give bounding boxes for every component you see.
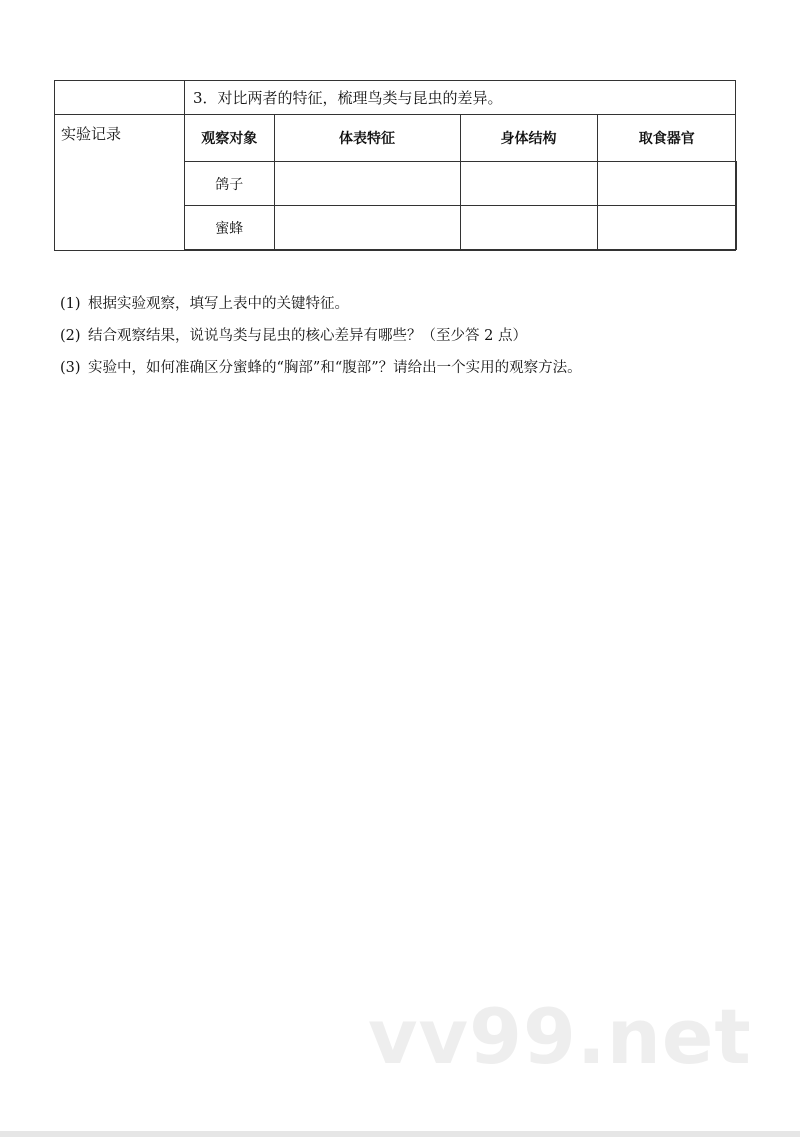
- record-header-row: [185, 115, 736, 162]
- table-row: [185, 206, 736, 250]
- step-row: [55, 81, 736, 115]
- question-text: 实验中，如何准确区分蜜蜂的“胸部”和“腹部”？请给出一个实用的观察方法。: [88, 360, 582, 376]
- question-1: [60, 288, 760, 320]
- question-2: [60, 320, 760, 352]
- question-number: (2): [60, 328, 81, 344]
- subject-pigeon: 鸽子: [185, 162, 274, 206]
- question-text: 结合观察结果，说说鸟类与昆虫的核心差异有哪些？（至少答 2 点）: [88, 328, 527, 344]
- answer-cell[interactable]: [460, 162, 597, 206]
- header-feeding-organ: 取食器官: [597, 115, 736, 162]
- answer-cell[interactable]: [460, 206, 597, 250]
- record-table: [185, 115, 737, 250]
- watermark: vv99.net: [368, 992, 752, 1081]
- empty-label-cell: [55, 81, 185, 115]
- question-list: [60, 288, 760, 384]
- answer-cell[interactable]: [274, 206, 460, 250]
- experiment-table: [54, 80, 736, 251]
- answer-cell[interactable]: [597, 162, 736, 206]
- record-row: [55, 115, 736, 251]
- question-3: [60, 352, 760, 384]
- record-label: 实验记录: [55, 115, 185, 251]
- table-row: [185, 162, 736, 206]
- question-number: (3): [60, 360, 81, 376]
- step-3-text: 3．对比两者的特征，梳理鸟类与昆虫的差异。: [185, 81, 736, 115]
- answer-cell[interactable]: [274, 162, 460, 206]
- subject-bee: 蜜蜂: [185, 206, 274, 250]
- page-bottom-edge: [0, 1131, 800, 1137]
- header-body-structure: 身体结构: [460, 115, 597, 162]
- header-surface-features: 体表特征: [274, 115, 460, 162]
- question-number: (1): [60, 296, 81, 312]
- question-text: 根据实验观察，填写上表中的关键特征。: [88, 296, 349, 312]
- record-table-cell: [185, 115, 736, 251]
- answer-cell[interactable]: [597, 206, 736, 250]
- header-subject: 观察对象: [201, 131, 258, 147]
